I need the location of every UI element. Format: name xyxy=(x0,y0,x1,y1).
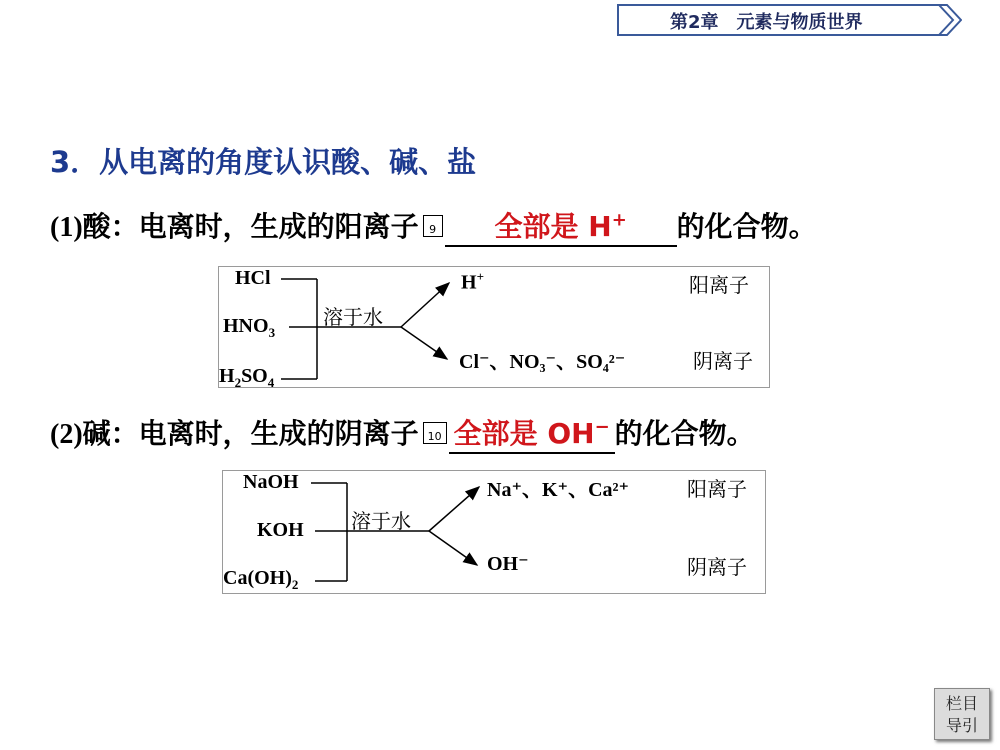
base-suffix: 的化合物。 xyxy=(614,417,755,450)
reactant-koh: KOH xyxy=(257,519,304,541)
nav-line2: 导引 xyxy=(945,716,978,735)
cations-base: Na⁺、K⁺、Ca²⁺ xyxy=(487,479,630,501)
anions-acid: Cl⁻、NO₃⁻、SO₄²⁻ xyxy=(459,351,626,373)
base-answer: 全部是 OH xyxy=(453,417,595,450)
reagent-label: 溶于水 xyxy=(351,509,411,533)
reactant-h2so4: $H_2SO_4$ xyxy=(219,365,275,390)
acid-answer-blank xyxy=(445,205,677,247)
blank-marker-10: 10 xyxy=(423,422,447,444)
acid-text: 酸：电离时，生成的阳离子 xyxy=(82,210,419,243)
blank-marker-9: 9 xyxy=(423,215,443,237)
acid-definition xyxy=(50,205,817,247)
section-title: 3．从电离的角度认识酸、碱、盐 xyxy=(50,145,477,179)
acid-answer: 全部是 H xyxy=(494,210,612,243)
section-nav-button[interactable] xyxy=(934,688,990,740)
reactant-hno3: $HNO_3$ xyxy=(223,315,276,340)
chapter-title: 第2章 元素与物质世界 xyxy=(670,12,863,33)
nav-line1: 栏目 xyxy=(945,694,978,713)
cation-h: H+ xyxy=(461,269,484,294)
base-answer-sup: − xyxy=(594,416,610,438)
anion-label: 阴离子 xyxy=(693,349,753,373)
cation-label: 阳离子 xyxy=(689,273,749,297)
anion-label: 阴离子 xyxy=(687,555,747,579)
acid-ionization-diagram xyxy=(218,266,770,388)
base-text: 碱：电离时，生成的阴离子 xyxy=(82,417,419,450)
base-prefix: (2) xyxy=(50,419,83,450)
reactant-hcl: HCl xyxy=(235,267,271,289)
reagent-label: 溶于水 xyxy=(323,305,383,329)
base-ionization-diagram xyxy=(222,470,766,594)
acid-answer-sup: + xyxy=(611,209,627,231)
reactant-naoh: NaOH xyxy=(243,471,299,493)
acid-suffix: 的化合物。 xyxy=(676,210,817,243)
base-definition xyxy=(50,412,755,454)
reactant-caoh2: $Ca(OH)_2$ xyxy=(223,567,299,592)
base-answer-blank xyxy=(449,412,615,454)
cation-label: 阳离子 xyxy=(687,477,747,501)
acid-prefix: (1) xyxy=(50,212,83,243)
anion-oh: OH⁻ xyxy=(487,553,529,575)
